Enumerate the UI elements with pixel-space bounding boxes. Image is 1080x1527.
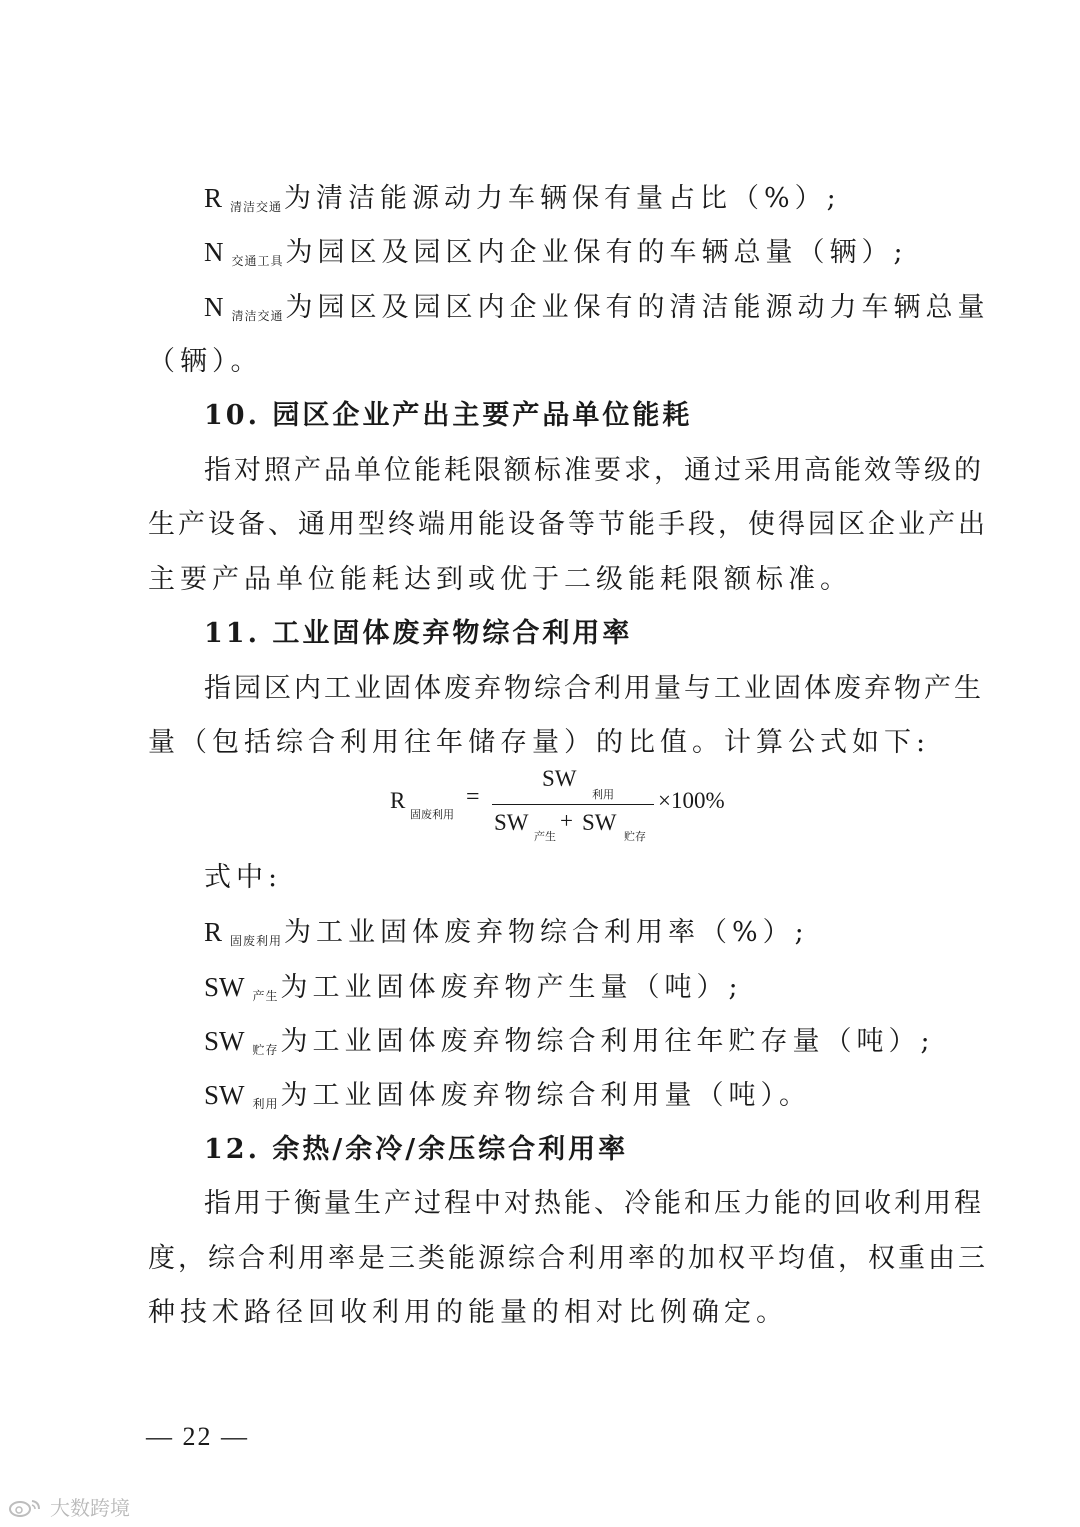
var-subscript: 产生	[252, 989, 279, 1003]
var-subscript: 清洁交通	[231, 309, 284, 323]
var-description: 为工业固体废弃物综合利用率（%）;	[284, 917, 809, 948]
section-heading: 11. 工业固体废弃物综合利用率	[204, 618, 633, 649]
weibo-logo-icon	[8, 1496, 44, 1518]
section-heading: 12. 余热/余冷/余压综合利用率	[204, 1134, 629, 1165]
formula-numerator: SW	[542, 766, 577, 791]
var-subscript: 利用	[252, 1097, 279, 1111]
var-symbol: R	[204, 917, 223, 947]
page-number: — 22 —	[146, 1422, 249, 1451]
var-definition	[204, 287, 990, 336]
utilization-rate-formula	[388, 762, 808, 846]
paragraph-line: 式中:	[204, 862, 283, 893]
var-description: 为园区及园区内企业保有的清洁能源动力车辆总量	[285, 292, 990, 323]
paragraph-line: 种技术路径回收利用的能量的相对比例确定。	[148, 1297, 788, 1328]
var-definition	[204, 1021, 968, 1070]
var-definition	[204, 232, 968, 281]
paragraph-line: 生产设备、通用型终端用能设备等节能手段，使得园区企业产出	[148, 509, 988, 540]
var-description: 为工业固体废弃物综合利用往年贮存量（吨）;	[280, 1026, 935, 1057]
fraction-bar	[492, 804, 654, 805]
formula-lhs-subscript: 固废利用	[410, 809, 454, 821]
paragraph-line: （辆）。	[148, 346, 263, 377]
paragraph-line: 量（包括综合利用往年储存量）的比值。计算公式如下:	[148, 727, 931, 758]
formula-denominator-subscript: 贮存	[624, 831, 646, 843]
formula-denominator-subscript: 产生	[534, 831, 556, 843]
paragraph-line: 主要产品单位能耗达到或优于二级能耗限额标准。	[148, 564, 852, 595]
formula-numerator-subscript: 利用	[592, 789, 614, 801]
var-definition	[204, 178, 968, 227]
paragraph-line: 指园区内工业固体废弃物综合利用量与工业固体废弃物产生	[204, 673, 984, 704]
paragraph-line: 指用于衡量生产过程中对热能、冷能和压力能的回收利用程	[204, 1188, 984, 1219]
formula-equals: =	[466, 784, 480, 810]
var-subscript: 清洁交通	[230, 200, 283, 214]
section-heading: 10. 园区企业产出主要产品单位能耗	[204, 400, 693, 431]
paragraph-line: 指对照产品单位能耗限额标准要求，通过采用高能效等级的	[204, 455, 984, 486]
paragraph-line: 度，综合利用率是三类能源综合利用率的加权平均值，权重由三	[148, 1243, 988, 1274]
var-definition	[204, 912, 968, 961]
var-symbol: N	[204, 237, 224, 267]
var-subscript: 固废利用	[230, 934, 283, 948]
formula-denominator-term: SW	[582, 810, 617, 835]
var-subscript: 交通工具	[231, 254, 284, 268]
formula-plus: +	[560, 808, 573, 833]
formula-multiplier: ×100%	[658, 788, 725, 813]
watermark-text: 大数跨境	[50, 1496, 130, 1520]
var-symbol: SW	[204, 972, 245, 1002]
var-symbol: N	[204, 292, 224, 322]
var-subscript: 贮存	[252, 1043, 279, 1057]
var-definition	[204, 1075, 968, 1124]
var-definition	[204, 967, 968, 1016]
formula-lhs: R	[390, 788, 406, 813]
var-description: 为清洁能源动力车辆保有量占比（%）;	[284, 183, 841, 214]
var-description: 为园区及园区内企业保有的车辆总量（辆）;	[285, 237, 908, 268]
var-symbol: SW	[204, 1026, 245, 1056]
var-description: 为工业固体废弃物产生量（吨）;	[280, 972, 743, 1003]
var-symbol: R	[204, 183, 223, 213]
var-description: 为工业固体废弃物综合利用量（吨）。	[280, 1080, 812, 1111]
formula-denominator-term: SW	[494, 810, 529, 835]
var-symbol: SW	[204, 1080, 245, 1110]
watermark	[8, 1492, 130, 1521]
